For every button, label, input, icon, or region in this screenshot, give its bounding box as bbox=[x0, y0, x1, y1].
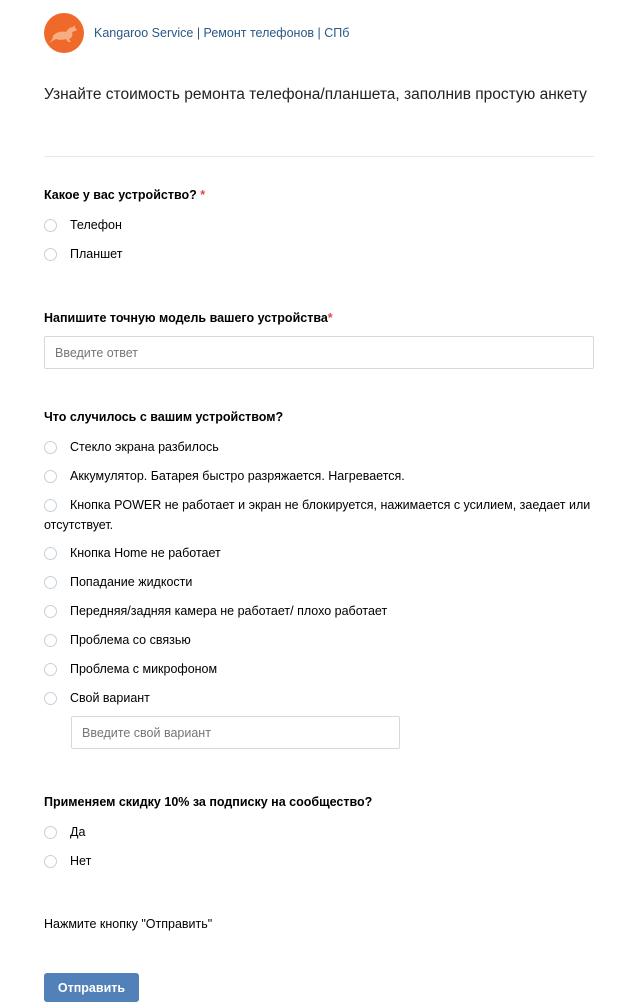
kangaroo-logo-icon[interactable] bbox=[44, 13, 84, 53]
radio-option-custom[interactable] bbox=[44, 688, 604, 708]
radio-button[interactable] bbox=[44, 499, 57, 512]
radio-option-microphone[interactable] bbox=[44, 659, 604, 679]
radio-option-tablet[interactable] bbox=[44, 244, 604, 264]
radio-option-power[interactable] bbox=[44, 495, 600, 535]
radio-button[interactable] bbox=[44, 576, 57, 589]
submit-button[interactable]: Отправить bbox=[44, 973, 139, 1002]
question-device-label bbox=[44, 188, 205, 202]
radio-option-battery[interactable] bbox=[44, 466, 604, 486]
radio-option-yes[interactable] bbox=[44, 822, 604, 842]
option-label: Стекло экрана разбилось bbox=[70, 440, 219, 454]
radio-button[interactable] bbox=[44, 826, 57, 839]
required-mark: * bbox=[327, 311, 333, 325]
custom-variant-placeholder: Введите свой вариант bbox=[82, 725, 211, 740]
radio-option-screen[interactable] bbox=[44, 437, 604, 457]
question-text: Применяем скидку 10% за подписку на сообщество? bbox=[44, 795, 373, 809]
option-label: Телефон bbox=[70, 218, 122, 232]
option-label: Проблема с микрофоном bbox=[70, 662, 218, 676]
radio-button[interactable] bbox=[44, 219, 57, 232]
option-label: Планшет bbox=[70, 247, 123, 261]
submit-note: Нажмите кнопку "Отправить" bbox=[44, 917, 213, 931]
required-mark: * bbox=[200, 188, 206, 202]
kangaroo-icon bbox=[44, 13, 84, 53]
option-label: Попадание жидкости bbox=[70, 575, 193, 589]
custom-variant-input[interactable] bbox=[71, 716, 400, 749]
form-title: Узнайте стоимость ремонта телефона/планшета, заполнив простую анкету bbox=[44, 86, 587, 103]
question-problem-label bbox=[44, 410, 283, 424]
question-text: Напишите точную модель вашего устройства bbox=[44, 311, 328, 325]
question-text: Какое у вас устройство? bbox=[44, 188, 197, 202]
option-label: Кнопка POWER не работает и экран не блокируется, нажимается с усилием, заедает или отсутствует. bbox=[44, 498, 591, 532]
model-input-placeholder: Введите ответ bbox=[55, 345, 138, 360]
question-text: Что случилось с вашим устройством? bbox=[44, 410, 284, 424]
radio-option-signal[interactable] bbox=[44, 630, 604, 650]
question-model-label bbox=[44, 311, 333, 325]
radio-button[interactable] bbox=[44, 634, 57, 647]
radio-option-no[interactable] bbox=[44, 851, 604, 871]
option-label: Свой вариант bbox=[70, 691, 150, 705]
radio-button[interactable] bbox=[44, 248, 57, 261]
radio-option-phone[interactable] bbox=[44, 215, 604, 235]
radio-button[interactable] bbox=[44, 663, 57, 676]
radio-button[interactable] bbox=[44, 441, 57, 454]
radio-button[interactable] bbox=[44, 547, 57, 560]
radio-button[interactable] bbox=[44, 855, 57, 868]
option-label: Да bbox=[70, 825, 86, 839]
radio-button[interactable] bbox=[44, 470, 57, 483]
option-label: Нет bbox=[70, 854, 92, 868]
radio-option-camera[interactable] bbox=[44, 601, 604, 621]
option-label: Передняя/задняя камера не работает/ плохо работает bbox=[70, 604, 388, 618]
radio-option-liquid[interactable] bbox=[44, 572, 604, 592]
option-label: Кнопка Home не работает bbox=[70, 546, 221, 560]
option-label: Аккумулятор. Батарея быстро разряжается. Нагревается. bbox=[70, 469, 405, 483]
group-name-link[interactable]: Kangaroo Service | Ремонт телефонов | СПб bbox=[94, 26, 350, 40]
radio-button[interactable] bbox=[44, 605, 57, 618]
option-label: Проблема со связью bbox=[70, 633, 191, 647]
radio-option-home[interactable] bbox=[44, 543, 604, 563]
model-input[interactable] bbox=[44, 336, 594, 369]
radio-button[interactable] bbox=[44, 692, 57, 705]
divider bbox=[44, 156, 594, 157]
question-discount-label bbox=[44, 795, 372, 809]
